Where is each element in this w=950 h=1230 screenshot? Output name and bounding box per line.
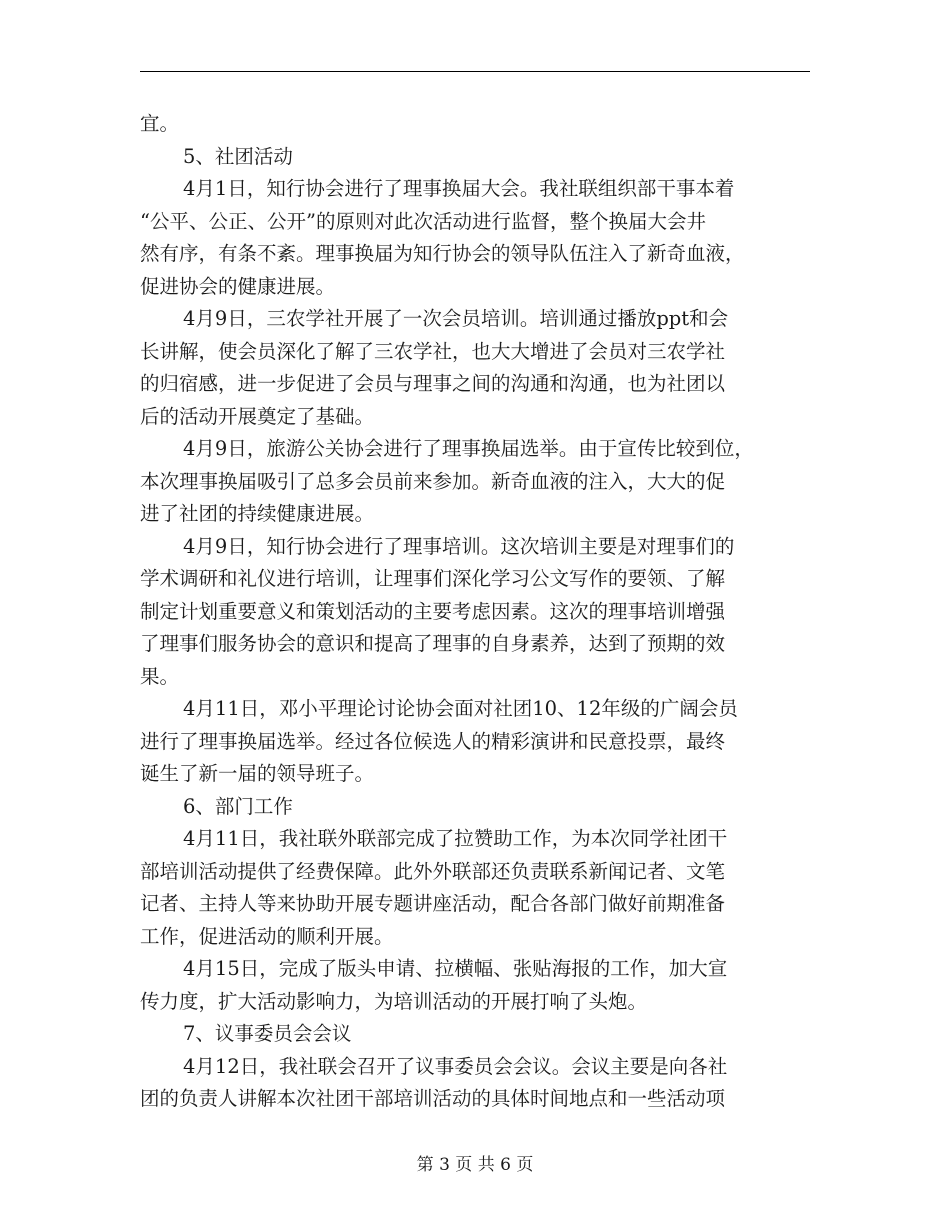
text-line: 4月11日，邓小平理论讨论协会面对社团10、12年级的广阔会员: [183, 697, 738, 720]
text-line: 果。: [140, 664, 180, 688]
text-line: 团的负责人讲解本次社团干部培训活动的具体时间地点和一些活动项: [140, 1087, 726, 1110]
text-line: 本次理事换届吸引了总多会员前来参加。新奇血液的注入，大大的促: [140, 469, 726, 493]
text-line: 的归宿感，进一步促进了会员与理事之间的沟通和沟通，也为社团以: [140, 372, 726, 395]
text-line: 进行了理事换届选举。经过各位候选人的精彩演讲和民意投票，最终: [140, 729, 726, 753]
text-line: 诞生了新一届的领导班子。: [140, 762, 375, 785]
text-line: 长讲解，使会员深化了解了三农学社，也大大增进了会员对三农学社: [140, 339, 726, 363]
text-line: 4月9日，三农学社开展了一次会员培训。培训通过播放ppt和会: [183, 307, 729, 330]
text-line: 4月11日，我社联外联部完成了拉赞助工作，为本次同学社团干: [183, 827, 728, 850]
text-line: 记者、主持人等来协助开展专题讲座活动，配合各部门做好前期准备: [140, 892, 726, 915]
text-line: 4月9日，知行协会进行了理事培训。这次培训主要是对理事们的: [183, 534, 735, 558]
text-line: 制定计划重要意义和策划活动的主要考虑因素。这次的理事培训增强: [140, 599, 726, 623]
page-footer: 第 3 页 共 6 页: [416, 1155, 534, 1175]
text-line: 4月12日，我社联会召开了议事委员会会议。会议主要是向各社: [183, 1054, 728, 1078]
text-line: 后的活动开展奠定了基础。: [140, 404, 375, 428]
text-line: 进了社团的持续健康进展。: [140, 502, 375, 525]
text-line: 传力度，扩大活动影响力，为培训活动的开展打响了头炮。: [140, 989, 648, 1013]
text-line: 了理事们服务协会的意识和提高了理事的自身素养，达到了预期的效: [140, 632, 726, 655]
text-line: 4月15日，完成了版头申请、拉横幅、张贴海报的工作，加大宣: [183, 957, 728, 980]
text-line: 4月9日，旅游公关协会进行了理事换届选举。由于宣传比较到位，: [183, 437, 754, 460]
text-line: 6、部门工作: [183, 794, 293, 818]
body-text: [140, 108, 830, 1116]
text-line: 7、议事委员会会议: [183, 1022, 352, 1045]
text-line: 工作，促进活动的顺利开展。: [140, 924, 394, 948]
header-rule: [140, 71, 810, 72]
text-line: 促进协会的健康进展。: [140, 274, 336, 298]
text-line: 部培训活动提供了经费保障。此外外联部还负责联系新闻记者、文笔: [140, 859, 726, 883]
text-line: “公平、公正、公开”的原则对此次活动进行监督，整个换届大会井: [140, 209, 706, 233]
text-line: 5、社团活动: [183, 144, 293, 168]
text-line: 学术调研和礼仪进行培训，让理事们深化学习公文写作的要领、了解: [140, 567, 726, 590]
text-line: 宜。: [140, 112, 180, 135]
text-line: 4月1日，知行协会进行了理事换届大会。我社联组织部干事本着: [183, 177, 735, 200]
text-line: 然有序，有条不紊。理事换届为知行协会的领导队伍注入了新奇血液，: [140, 242, 745, 265]
